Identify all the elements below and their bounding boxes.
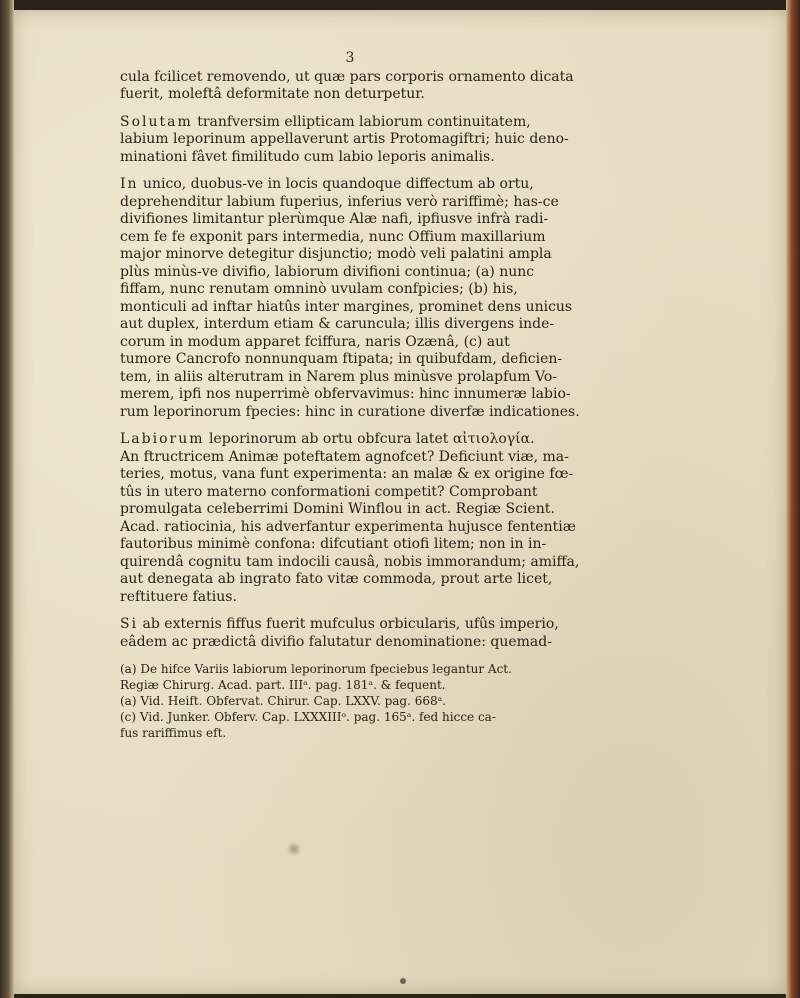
- text-line: minationi fâvet fimilitudo cum labio leporis animalis.: [120, 148, 495, 165]
- text-line: cula fcilicet removendo, ut quæ pars corporis ornamento dicata: [120, 68, 574, 85]
- footnotes: [120, 661, 560, 741]
- line-rest: ab externis fiffus fuerit mufculus orbicularis, ufûs imperio,: [138, 616, 559, 632]
- text-line: reftituere fatius.: [120, 588, 237, 605]
- text-line: labium leporinum appellaverunt artis Protomagiftri; huic deno-: [120, 131, 569, 147]
- text-line: fuerit, moleftâ deformitate non deturpetur.: [120, 86, 425, 102]
- text-line: quirendâ cognitu tam indocili causâ, nobis immorandum; amiffa,: [120, 553, 580, 570]
- text-line: eâdem ac prædictâ divifio falutatur denominatione: quemad-: [120, 633, 552, 650]
- footnote-line: (a) Vid. Heift. Obfervat. Chirur. Cap. LXXV. pag. 668ᵃ.: [120, 694, 447, 708]
- text-line: tûs in utero materno conformationi competit? Comprobant: [120, 483, 538, 500]
- text-line: merem, ipfi nos nuperrimè obfervavimus: hinc innumeræ labio-: [120, 386, 571, 402]
- footnote-line: Regiæ Chirurg. Acad. part. IIIᵃ. pag. 181ᵃ. & fequent.: [120, 678, 446, 692]
- footnote-line: (c) Vid. Junker. Obferv. Cap. LXXXIIIᵒ. pag. 165ᵃ. fed hicce ca-: [120, 710, 496, 724]
- text-line: Acad. ratiocinia, his adverfantur experimenta hujusce fententiæ: [120, 518, 576, 535]
- text-line: [120, 431, 560, 449]
- lead-word: Si: [120, 616, 139, 632]
- text-line: tem, in aliis alterutram in Narem plus minùsve prolapfum Vo-: [120, 368, 558, 385]
- text-line: [120, 114, 560, 132]
- binding-edge-right: [786, 0, 800, 998]
- text-line: teries, motus, vana funt experimenta: an malæ & ex origine fœ-: [120, 466, 574, 482]
- text-line: aut duplex, interdum etiam & caruncula; illis divergens inde-: [120, 316, 555, 332]
- text-line: plùs minùs-ve divifio, labiorum divifioni continua; (a) nunc: [120, 263, 535, 280]
- text-line: deprehenditur labium fuperius, inferius verò rariffimè; has-ce: [120, 193, 559, 210]
- paragraph-4: [120, 431, 580, 606]
- paragraph-1: [120, 68, 574, 104]
- text-line: divifiones limitantur plerùmque Alæ nafi, ipfiusve infrà radi-: [120, 211, 549, 227]
- page-text: [120, 50, 580, 741]
- text-line: [120, 616, 560, 634]
- lead-word: Solutam: [120, 113, 193, 130]
- binding-edge-left: [0, 0, 14, 998]
- text-line: [120, 176, 560, 194]
- lead-word: In: [120, 176, 139, 192]
- text-line: promulgata celeberrimi Domini Winflou in act. Regiæ Scient.: [120, 501, 555, 517]
- text-line: aut denegata ab ingrato fato vitæ commoda, prout arte licet,: [120, 571, 553, 587]
- text-line: fiffam, nunc renutam omninò uvulam confpicies; (b) his,: [120, 281, 518, 297]
- lead-word: Labiorum: [120, 431, 205, 447]
- line-rest: tranfversim ellipticam labiorum continuitatem,: [192, 113, 531, 130]
- text-line: cem fe fe exponit pars intermedia, nunc Offium maxillarium: [120, 228, 546, 245]
- ink-dot: [400, 978, 406, 984]
- footnote-line: (a) De hifce Variis labiorum leporinorum fpeciebus legantur Act.: [120, 662, 512, 676]
- paragraph-3: [120, 176, 580, 421]
- line-rest: leporinorum ab ortu obfcura latet αἰτιολογία.: [204, 431, 535, 447]
- page-number: 3: [345, 50, 355, 66]
- text-line: rum leporinorum fpecies: hinc in curatione diverfæ indicationes.: [120, 403, 580, 420]
- footnote-line: fus rariffimus eft.: [120, 726, 227, 740]
- text-line: monticuli ad inftar hiatûs inter margines, prominet dens unicus: [120, 298, 573, 315]
- paragraph-2: [120, 113, 569, 167]
- text-line: major minorve detegitur disjunctio; modò veli palatini ampla: [120, 246, 552, 262]
- line-rest: unico, duobus-ve in locis quandoque diffectum ab ortu,: [138, 176, 534, 192]
- text-line: tumore Cancrofo nonnunquam ftipata; in quibufdam, deficien-: [120, 351, 563, 367]
- ink-smudge: [286, 842, 302, 856]
- text-line: corum in modum apparet fciffura, naris Ozænâ, (c) aut: [120, 333, 510, 350]
- paragraph-5: [120, 616, 560, 651]
- text-line: An ftructricem Animæ poteftatem agnofcet? Deficiunt viæ, ma-: [120, 448, 569, 465]
- text-line: fautoribus minimè confona: difcutiant otiofi litem; non in in-: [120, 536, 547, 552]
